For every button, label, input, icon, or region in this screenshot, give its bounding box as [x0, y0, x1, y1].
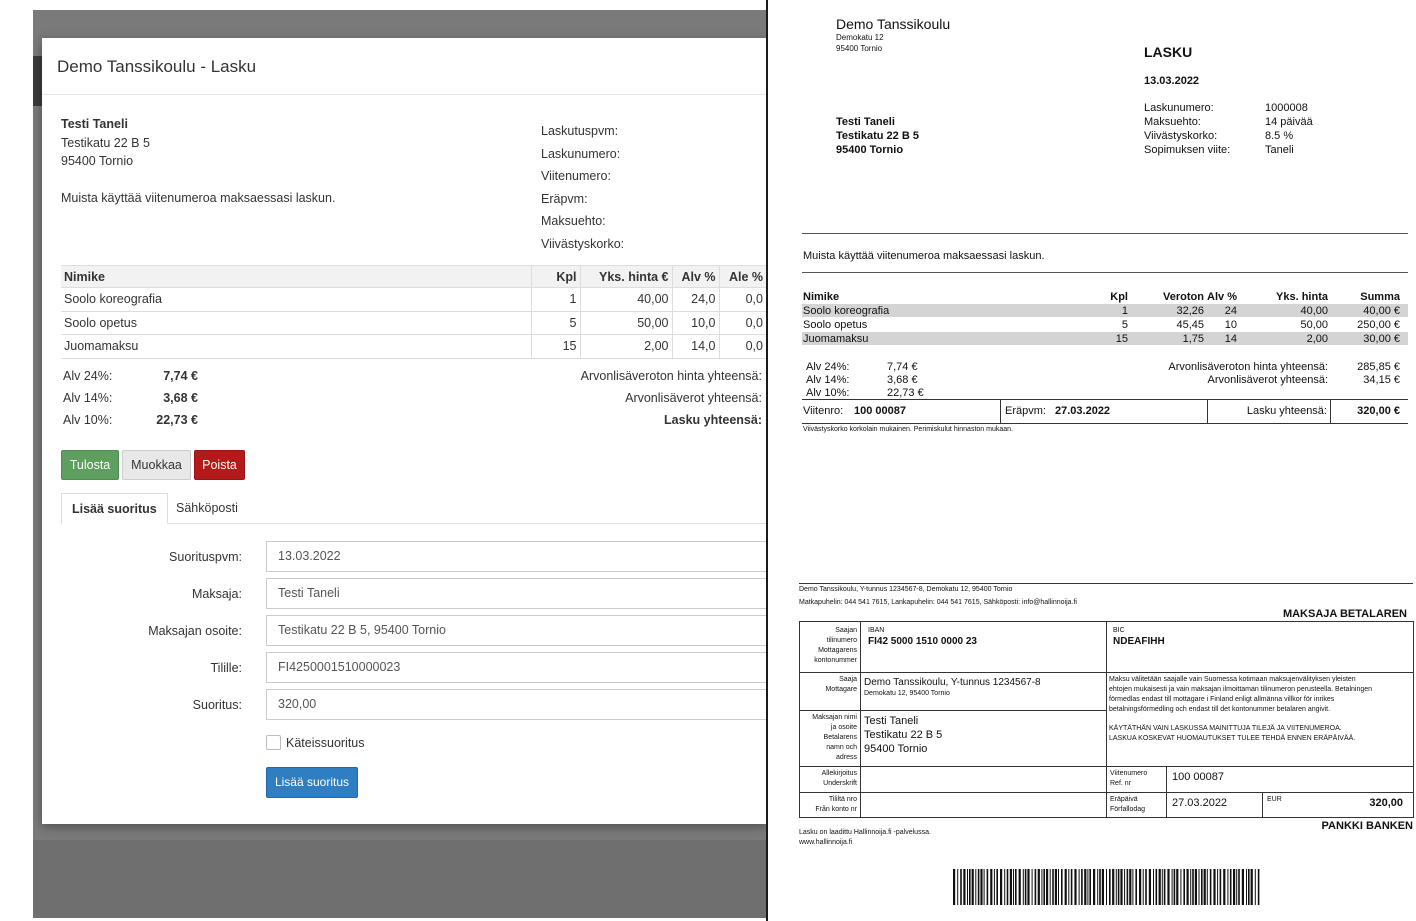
cell-item: Juomamaksu [61, 335, 531, 359]
slip-notice-4: betalningsförmedling och endast till det kontonummer betalaren angivit. [1109, 706, 1331, 713]
barcode-bar [975, 869, 976, 905]
barcode-bar [1043, 869, 1045, 905]
barcode-bar [1015, 869, 1017, 905]
slip-bic-label: BIC [1113, 627, 1125, 634]
footer-contact-line: Matkapuhelin: 044 541 7615, Lankapuhelin: 044 541 7615, Sähköposti: info@hallinnoija.fi [799, 599, 1077, 606]
slip-rec-address: Demokatu 12, 95400 Tornio [864, 690, 950, 697]
inv-cell-vat: 24 [1224, 305, 1237, 317]
barcode-bar [969, 869, 971, 905]
barcode-bar [1000, 869, 1002, 905]
barcode-bar [1233, 869, 1235, 905]
recipient-name: Testi Taneli [836, 116, 895, 128]
inv-cell-item: Juomamaksu [803, 333, 869, 345]
inv-cell-net: 1,75 [1182, 333, 1204, 345]
cell-unit-price: 50,00 [580, 311, 672, 335]
barcode-bar [1159, 869, 1161, 905]
barcode-bar [1050, 869, 1051, 905]
slip-ref-value: 100 00087 [1172, 771, 1224, 783]
inv-vat-24-label: Alv 24%: [806, 361, 850, 373]
barcode-bar [1079, 869, 1080, 905]
inv-fine-print: Viivästyskorko korkolain mukainen. Perimiskulut hinnaston mukaan. [803, 426, 1013, 433]
col-header-vat: Alv % [672, 266, 719, 288]
modal-header [42, 38, 766, 95]
slip-payer-label-2: ja osoite [830, 724, 857, 731]
inv-vat-14-label: Alv 14%: [806, 374, 850, 386]
barcode-bar [1172, 869, 1173, 905]
barcode-bar [990, 869, 992, 905]
inv-cell-unit-price: 40,00 [1300, 305, 1328, 317]
slip-notice-3: förmedlas endast till mottagare i Finland enligt allmänna villkor för inrikes [1109, 696, 1335, 703]
slip-eur-label: EUR [1267, 796, 1282, 803]
barcode-bar [1120, 869, 1122, 905]
cell-discount: 0,0 [719, 335, 766, 359]
slip-cut-line [799, 583, 1413, 584]
inv-vat-10-value: 22,73 € [887, 387, 924, 399]
col-header-qty: Kpl [531, 266, 580, 288]
barcode-bar [1032, 869, 1033, 905]
barcode-bar [1081, 869, 1083, 905]
inv-cell-sum: 250,00 € [1357, 319, 1400, 331]
barcode-bar [1109, 869, 1111, 905]
barcode-bar [1223, 869, 1225, 905]
barcode-bar [1217, 869, 1218, 905]
footer-company-line: Demo Tanssikoulu, Y-tunnus 1234567-8, Demokatu 12, 95400 Tornio [799, 586, 1013, 593]
vat-24-label: Alv 24%: [63, 369, 113, 383]
slip-row-line-2 [799, 710, 1106, 711]
slip-rec-value: Demo Tanssikoulu, Y-tunnus 1234567-8 [864, 677, 1041, 688]
cell-qty: 1 [531, 288, 580, 312]
slip-notice-6: LASKUA KOSKEVAT HUOMAUTUKSET TULEE TEHDÄ ENNEN ERÄPÄIVÄÄ. [1109, 735, 1356, 742]
slip-from-label-2: Från konto nr [815, 806, 857, 813]
cell-item: Soolo koreografia [61, 288, 531, 312]
edit-button[interactable]: Muokkaa [122, 450, 191, 480]
inv-cell-vat: 10 [1224, 319, 1237, 331]
barcode-bar [1129, 869, 1131, 905]
barcode-bar [1145, 869, 1147, 905]
slip-payer-label-5: adress [835, 754, 857, 761]
col-header-item: Nimike [61, 266, 531, 288]
payer-label: Maksaja: [191, 587, 242, 601]
inv-net-total-value: 285,85 € [1357, 361, 1400, 373]
slip-ref-label-2: Ref. nr [1110, 780, 1132, 787]
slip-iban-value: FI42 5000 1510 0000 23 [868, 636, 977, 647]
add-payment-button[interactable]: Lisää suoritus [266, 767, 358, 798]
slip-payer-label-1: Maksajan nimi [812, 714, 857, 721]
barcode-bar [1139, 869, 1141, 905]
meta-label-due-date: Eräpvm: [541, 192, 588, 206]
customer-street: Testikatu 22 B 5 [61, 136, 150, 150]
doc-title: LASKU [1144, 44, 1193, 60]
barcode-bar [1065, 869, 1067, 905]
barcode-bar [1084, 869, 1086, 905]
print-button[interactable]: Tulosta [61, 450, 119, 480]
barcode-bar [1258, 869, 1260, 905]
barcode-bar [1242, 869, 1244, 905]
cell-discount: 0,0 [719, 288, 766, 312]
barcode-bar [1087, 869, 1088, 905]
table-row [61, 288, 766, 312]
cell-unit-price: 2,00 [580, 335, 672, 359]
recipient-city: 95400 Tornio [836, 144, 904, 156]
barcode-bar [1153, 869, 1154, 905]
invoice-modal [42, 38, 766, 824]
barcode-bar [1027, 869, 1029, 905]
barcode-bar [1013, 869, 1014, 905]
invoice-divider-reminder [802, 272, 1408, 273]
cell-qty: 5 [531, 311, 580, 335]
barcode-bar [1010, 869, 1012, 905]
barcode-bar [1007, 869, 1009, 905]
reminder-text: Muista käyttää viitenumeroa maksaessasi laskun. [61, 191, 336, 205]
customer-city: 95400 Tornio [61, 154, 134, 168]
company-street: Demokatu 12 [836, 33, 884, 42]
modal-title: Demo Tanssikoulu - Lasku [57, 57, 257, 76]
vat-14-label: Alv 14%: [63, 391, 113, 405]
barcode-bar [967, 869, 968, 905]
table-row [61, 335, 766, 359]
cell-qty: 15 [531, 335, 580, 359]
vat-24-value: 7,74 € [163, 369, 198, 383]
barcode-bar [1019, 869, 1021, 905]
barcode-bar [1089, 869, 1091, 905]
barcode-bar [1167, 869, 1169, 905]
inv-cell-qty: 15 [1115, 333, 1128, 345]
cell-unit-price: 40,00 [580, 288, 672, 312]
inv-col-unit-price: Yks. hinta [1276, 291, 1328, 303]
inv-net-total-label: Arvonlisäveroton hinta yhteensä: [1168, 361, 1328, 373]
payer-address-label: Maksajan osoite: [148, 624, 242, 638]
barcode-bar [1201, 869, 1203, 905]
customer-name: Testi Taneli [61, 117, 128, 131]
inv-cell-item: Soolo opetus [803, 319, 868, 331]
barcode-bar [1106, 869, 1107, 905]
meta-label-contract-ref: Sopimuksen viite: [1144, 144, 1231, 156]
barcode-bar [960, 869, 962, 905]
slip-bic-value: NDEAFIHH [1113, 636, 1165, 647]
slip-sig-label-1: Allekirjoitus [821, 770, 857, 777]
invoice-divider-top [802, 233, 1408, 234]
barcode-bar [994, 869, 995, 905]
meta-label-late-interest: Viivästyskorko: [1144, 130, 1218, 142]
made-with-text: Lasku on laadittu Hallinnoija.fi -palvelussa. [799, 829, 931, 836]
barcode-bar [1227, 869, 1228, 905]
backdrop-footer [33, 840, 766, 918]
barcode-bar [1097, 869, 1098, 905]
meta-label-late-interest: Viivästyskorko: [541, 237, 625, 251]
inv-ref-label: Viitenro: [803, 405, 844, 417]
barcode-bar [1199, 869, 1200, 905]
inv-due-value: 27.03.2022 [1055, 405, 1111, 417]
inv-col-net: Veroton [1163, 291, 1204, 303]
slip-notice-2: ehtojen mukaisesti ja vain maksajan ilmoittaman tilinumeron perusteella. Betalningen [1109, 686, 1373, 693]
barcode-bar [1025, 869, 1027, 905]
barcode-bar [963, 869, 965, 905]
barcode-bar [953, 869, 955, 905]
barcode-bar [1255, 869, 1256, 905]
payment-date-label: Suorituspvm: [169, 550, 242, 564]
barcode-bar [1132, 869, 1133, 905]
tab-add-payment[interactable]: Lisää suoritus [61, 493, 168, 524]
cash-payment-label[interactable]: Käteissuoritus [286, 736, 365, 750]
slip-payer-name: Testi Taneli [864, 715, 919, 727]
inv-cell-sum: 30,00 € [1363, 333, 1400, 345]
account-label: Tilille: [210, 661, 242, 675]
barcode-bar [1213, 869, 1215, 905]
slip-due-label-1: Eräpäivä [1110, 796, 1138, 803]
inv-ref-value: 100 00087 [854, 405, 906, 417]
slip-rec-acc-label-2: tilinumero [826, 637, 857, 644]
slip-notice-1: Maksu välitetään saajalle vain Suomessa kotimaan maksujenvälityksen yleisten [1109, 676, 1356, 683]
totals-sep-1 [1000, 399, 1001, 424]
slip-header: MAKSAJA BETALAREN [1282, 608, 1407, 620]
inv-cell-net: 32,26 [1176, 305, 1204, 317]
inv-grand-total-value: 320,00 € [1357, 405, 1400, 417]
slip-eur-col-line [1262, 792, 1263, 818]
meta-label-payment-terms: Maksuehto: [541, 214, 606, 228]
barcode-bar [1058, 869, 1059, 905]
barcode-bar [1164, 869, 1166, 905]
table-row [61, 311, 766, 335]
barcode-bar [1207, 869, 1208, 905]
slip-ref-value-col-line [1166, 766, 1167, 818]
slip-row-line-1 [799, 672, 1414, 673]
inv-cell-unit-price: 2,00 [1306, 333, 1328, 345]
barcode-bar [972, 869, 974, 905]
vat-total-label: Arvonlisäverot yhteensä: [625, 391, 762, 405]
inv-cell-vat: 14 [1224, 333, 1237, 345]
payment-tabs [61, 493, 766, 524]
vat-14-value: 3,68 € [163, 391, 198, 405]
barcode-bar [1204, 869, 1206, 905]
slip-due-value: 27.03.2022 [1172, 797, 1228, 809]
slip-ref-col-line [1106, 766, 1107, 818]
barcode-bar [1183, 869, 1185, 905]
barcode-bar [1176, 869, 1178, 905]
totals-line-bottom [802, 423, 1408, 424]
barcode-bar [1061, 869, 1063, 905]
amount-input[interactable]: 320,00 [266, 689, 766, 720]
inv-col-sum: Summa [1360, 291, 1400, 303]
invoice-reminder: Muista käyttää viitenumeroa maksaessasi laskun. [803, 250, 1045, 262]
meta-value-late-interest: 8.5 % [1265, 130, 1294, 142]
inv-cell-sum: 40,00 € [1363, 305, 1400, 317]
slip-mid-col-line [1106, 621, 1107, 766]
barcode-bar [1116, 869, 1117, 905]
inv-col-vat: Alv % [1207, 291, 1237, 303]
totals-line-top [802, 399, 1408, 400]
meta-label-reference: Viitenumero: [541, 169, 611, 183]
slip-payer-label-4: namn och [826, 744, 857, 751]
barcode-bar [984, 869, 985, 905]
slip-amount: 320,00 [1369, 797, 1403, 809]
barcode-bar [1052, 869, 1054, 905]
barcode-bar [1004, 869, 1005, 905]
meta-value-invoice-number: 1000008 [1265, 102, 1308, 114]
meta-value-contract-ref: Taneli [1265, 144, 1294, 156]
cell-vat: 14,0 [672, 335, 719, 359]
barcode-bar [1046, 869, 1048, 905]
vat-10-value: 22,73 € [156, 413, 198, 427]
grand-total-label: Lasku yhteensä: [664, 413, 762, 427]
slip-from-label-1: Tililtä nro [828, 796, 857, 803]
inv-cell-net: 45,45 [1176, 319, 1204, 331]
meta-label-invoice-number: Laskunumero: [541, 147, 621, 161]
barcode-bar [1143, 869, 1144, 905]
barcode-bar [1074, 869, 1076, 905]
barcode-bar [1238, 869, 1240, 905]
company-city: 95400 Tornio [836, 44, 883, 53]
barcode-bar [1093, 869, 1095, 905]
company-name: Demo Tanssikoulu [836, 16, 951, 32]
barcode-bar [1230, 869, 1232, 905]
doc-date: 13.03.2022 [1144, 75, 1200, 87]
cash-payment-checkbox[interactable] [266, 735, 281, 750]
inv-vat-total-label: Arvonlisäverot yhteensä: [1207, 374, 1328, 386]
barcode-bar [987, 869, 989, 905]
inv-vat-24-value: 7,74 € [887, 361, 918, 373]
meta-label-payment-terms: Maksuehto: [1144, 116, 1201, 128]
barcode-bar [1055, 869, 1057, 905]
barcode-image [953, 869, 1260, 905]
inv-vat-14-value: 3,68 € [887, 374, 918, 386]
barcode-bar [1248, 869, 1250, 905]
barcode-bar [1099, 869, 1101, 905]
barcode-bar [1112, 869, 1114, 905]
delete-button[interactable]: Poista [194, 450, 245, 480]
slip-rec-label-1: Saaja [839, 676, 857, 683]
inv-cell-qty: 1 [1121, 305, 1128, 317]
meta-label-invoice-number: Laskunumero: [1144, 102, 1214, 114]
meta-value-payment-terms: 14 päivää [1265, 116, 1313, 128]
barcode-bar [1038, 869, 1040, 905]
inv-due-label: Eräpvm: [1005, 405, 1046, 417]
meta-label-invoice-date: Laskutuspvm: [541, 124, 619, 138]
barcode-bar [1180, 869, 1181, 905]
slip-payer-street: Testikatu 22 B 5 [864, 729, 943, 741]
inv-col-item: Nimike [803, 291, 840, 303]
slip-rec-label-2: Mottagare [825, 686, 857, 693]
barcode-bar [1127, 869, 1129, 905]
barcode-bar [1149, 869, 1151, 905]
barcode-bar [996, 869, 998, 905]
barcode-bar [1035, 869, 1037, 905]
bank-label: PANKKI BANKEN [1321, 820, 1413, 832]
payer-address-input[interactable]: Testikatu 22 B 5, 95400 Tornio [266, 615, 766, 646]
website-text: www.hallinnoija.fi [799, 839, 853, 846]
cell-item: Soolo opetus [61, 311, 531, 335]
barcode-bar [1102, 869, 1104, 905]
inv-cell-unit-price: 50,00 [1300, 319, 1328, 331]
barcode-bar [1210, 869, 1212, 905]
slip-rec-acc-label-1: Saajan [835, 627, 857, 634]
barcode-bar [1192, 869, 1194, 905]
amount-label: Suoritus: [192, 698, 242, 712]
barcode-bar [1156, 869, 1158, 905]
slip-iban-label: IBAN [868, 627, 885, 634]
slip-payer-city: 95400 Tornio [864, 743, 928, 755]
barcode-bar [1041, 869, 1042, 905]
barcode-bar [1135, 869, 1137, 905]
barcode-bar [1236, 869, 1237, 905]
barcode-bar [1023, 869, 1024, 905]
inv-grand-total-label: Lasku yhteensä: [1246, 405, 1327, 417]
tab-email[interactable]: Sähköposti [176, 501, 238, 515]
slip-ref-label-1: Viitenumero [1110, 770, 1148, 777]
inv-col-qty: Kpl [1110, 291, 1128, 303]
barcode-bar [1068, 869, 1069, 905]
barcode-bar [1246, 869, 1247, 905]
barcode-bar [1190, 869, 1191, 905]
barcode-bar [957, 869, 958, 905]
slip-payer-label-3: Betalarens [823, 734, 857, 741]
barcode-bar [980, 869, 982, 905]
printed-invoice [768, 0, 1416, 921]
inv-vat-total-value: 34,15 € [1363, 374, 1400, 386]
barcode-bar [1220, 869, 1222, 905]
payment-date-input[interactable]: 13.03.2022 [266, 541, 766, 572]
barcode-bar [1187, 869, 1189, 905]
col-header-unit-price: Yks. hinta € [580, 266, 672, 288]
payer-input[interactable]: Testi Taneli [266, 578, 766, 609]
cell-discount: 0,0 [719, 311, 766, 335]
barcode-bar [978, 869, 980, 905]
inv-cell-item: Soolo koreografia [803, 305, 890, 317]
slip-due-label-2: Förfallodag [1110, 806, 1146, 813]
cell-vat: 10,0 [672, 311, 719, 335]
barcode-bar [1071, 869, 1073, 905]
table-header-row [61, 266, 766, 288]
barcode-bar [1124, 869, 1125, 905]
slip-rec-acc-label-3: Mottagarens [818, 647, 857, 654]
slip-label-col-line [860, 621, 861, 818]
inv-vat-10-label: Alv 10%: [806, 387, 850, 399]
account-input[interactable]: FI4250001510000023 [266, 652, 766, 683]
barcode-bar [1162, 869, 1163, 905]
slip-sig-label-2: Underskrift [823, 780, 857, 787]
col-header-discount: Ale % [719, 266, 766, 288]
barcode-bar [1195, 869, 1197, 905]
inv-cell-qty: 5 [1121, 319, 1128, 331]
invoice-items-table [61, 265, 766, 359]
vat-10-label: Alv 10%: [63, 413, 113, 427]
recipient-street: Testikatu 22 B 5 [836, 130, 919, 142]
barcode-bar [1251, 869, 1253, 905]
net-total-label: Arvonlisäveroton hinta yhteensä: [580, 369, 762, 383]
cell-vat: 24,0 [672, 288, 719, 312]
barcode-bar [1118, 869, 1120, 905]
slip-rec-acc-label-4: kontonummer [814, 657, 857, 664]
slip-notice-5: KÄYTÄTHÄN VAIN LASKUSSA MAINITTUJA TILEJÄ JA VIITENUMEROA. [1109, 725, 1342, 732]
barcode-bar [1174, 869, 1176, 905]
